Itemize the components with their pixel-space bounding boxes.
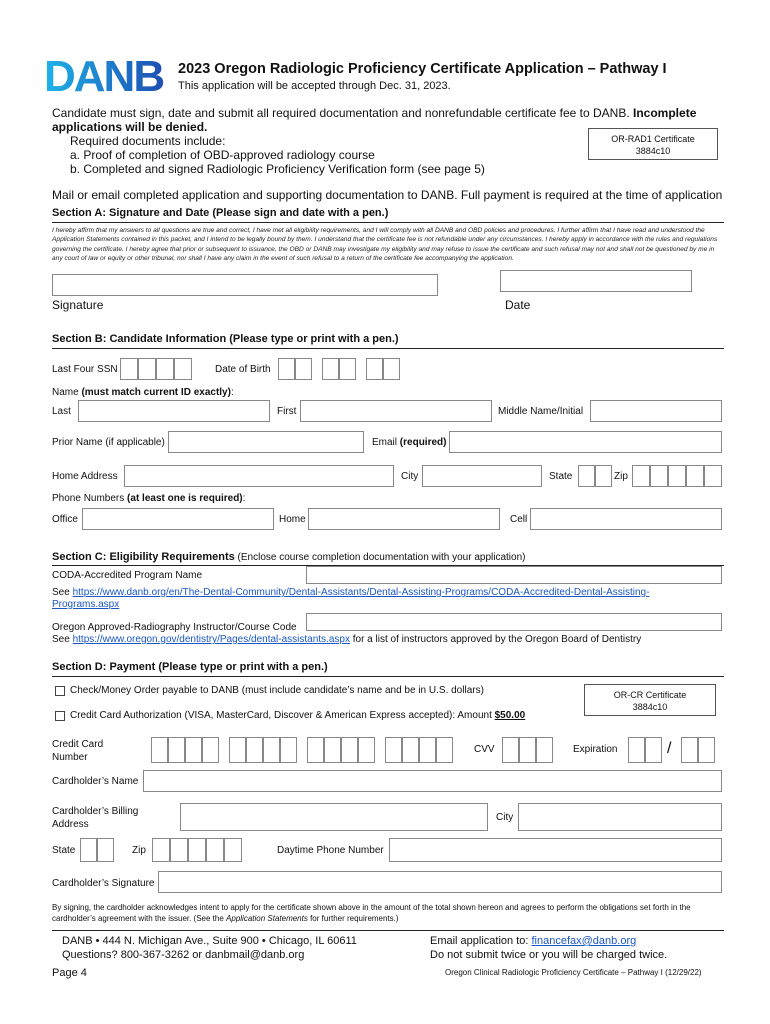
coda-program-label: CODA-Accredited Program Name — [52, 570, 203, 581]
card-number-digit-8[interactable] — [280, 737, 297, 763]
zip-digit-5[interactable] — [704, 465, 722, 487]
page-subtitle: This application will be accepted through Dec. 31, 2023. — [178, 80, 451, 92]
intro-line1: Candidate must sign, date and submit all required documentation and nonrefundable certificate fee to DANB. Incomplete — [52, 106, 697, 120]
exp-month-2[interactable] — [645, 737, 662, 763]
payment-cert-name: OR-CR Certificate — [613, 690, 687, 700]
svg-text:DANB: DANB — [44, 55, 164, 97]
state-char-2[interactable] — [595, 465, 612, 487]
required-item-b: b. Completed and signed Radiologic Proficiency Verification form (see page 5) — [70, 162, 485, 176]
coda-program-input[interactable] — [306, 566, 722, 584]
card-number-digit-7[interactable] — [263, 737, 280, 763]
daytime-phone-input[interactable] — [389, 838, 722, 862]
coda-programs-link[interactable]: https://www.danb.org/en/The-Dental-Community/Dental-Assistants/Dental-Assisting-Programs/CODA-Accredited-Dental-Assisting- — [72, 587, 650, 598]
dob-month-1[interactable] — [278, 358, 295, 380]
divider — [52, 930, 724, 931]
card-number-label: Credit Card Number — [52, 739, 104, 763]
office-phone-label: Office — [52, 514, 78, 525]
home-phone-input[interactable] — [308, 508, 500, 530]
card-number-digit-12[interactable] — [358, 737, 375, 763]
home-phone-label: Home — [279, 514, 306, 525]
exp-year-2[interactable] — [698, 737, 715, 763]
form-footer-id: Oregon Clinical Radiologic Proficiency Certificate – Pathway I (12/29/22) — [445, 968, 702, 977]
section-b-title: Section B: Candidate Information (Please type or print with a pen.) — [52, 333, 399, 345]
card-number-digit-14[interactable] — [402, 737, 419, 763]
card-number-digit-13[interactable] — [385, 737, 402, 763]
cardholder-name-input[interactable] — [143, 770, 722, 792]
card-number-digit-9[interactable] — [307, 737, 324, 763]
phone-instruction: Phone Numbers (at least one is required): — [52, 493, 246, 504]
credit-card-label: Credit Card Authorization (VISA, MasterCard, Discover & American Express accepted): Amount $50.00 — [70, 710, 526, 721]
coda-programs-link-cont[interactable]: Programs.aspx — [52, 599, 120, 610]
last-name-label: Last — [52, 406, 71, 417]
page-number: Page 4 — [52, 967, 87, 979]
required-heading: Required documents include: — [70, 134, 226, 148]
footer-address: DANB • 444 N. Michigan Ave., Suite 900 • Chicago, IL 60611 — [62, 935, 357, 947]
middle-name-label: Middle Name/Initial — [498, 406, 584, 417]
divider — [52, 676, 724, 677]
home-address-label: Home Address — [52, 471, 118, 482]
billing-zip-digit-5[interactable] — [224, 838, 242, 862]
signature-field[interactable] — [52, 274, 438, 296]
dob-year-2[interactable] — [383, 358, 400, 380]
card-number-digit-6[interactable] — [246, 737, 263, 763]
zip-digit-4[interactable] — [686, 465, 704, 487]
email-label: Email (required) — [372, 437, 447, 448]
billing-address-input[interactable] — [180, 803, 488, 831]
instructor-course-label: Oregon Approved-Radiography Instructor/Course Code — [52, 622, 297, 633]
danb-logo-graphic — [44, 55, 170, 97]
first-name-label: First — [277, 406, 297, 417]
cvv-digit-3[interactable] — [536, 737, 553, 763]
card-number-digit-1[interactable] — [151, 737, 168, 763]
payment-cert-box — [584, 684, 716, 716]
card-number-digit-3[interactable] — [185, 737, 202, 763]
check-money-order-label: Check/Money Order payable to DANB (must include candidate’s name and be in U.S. dollars) — [70, 685, 484, 696]
billing-zip-digit-1[interactable] — [152, 838, 170, 862]
date-label: Date — [505, 298, 531, 312]
ssn-digit-2[interactable] — [138, 358, 156, 380]
date-field[interactable] — [500, 270, 692, 292]
payment-cert-number: 3884c10 — [632, 702, 668, 712]
last-name-input[interactable] — [78, 400, 270, 422]
billing-state-label: State — [52, 845, 76, 856]
dob-month-2[interactable] — [295, 358, 312, 380]
cvv-digit-1[interactable] — [502, 737, 519, 763]
expiration-label: Expiration — [573, 744, 618, 755]
home-address-input[interactable] — [124, 465, 394, 487]
exp-year-1[interactable] — [681, 737, 698, 763]
dob-day-2[interactable] — [339, 358, 356, 380]
billing-zip-digit-2[interactable] — [170, 838, 188, 862]
city-input[interactable] — [422, 465, 542, 487]
section-a-title: Section A: Signature and Date (Please sign and date with a pen.) — [52, 207, 389, 219]
coda-link-text: See https://www.danb.org/en/The-Dental-Community/Dental-Assistants/Dental-Assisting-Programs/CODA-Accredited-Dental-Assisting- Programs.aspx — [52, 587, 650, 610]
dob-label: Date of Birth — [215, 364, 271, 375]
signature-label: Signature — [52, 298, 104, 312]
card-number-digit-5[interactable] — [229, 737, 246, 763]
cardholder-name-label: Cardholder’s Name — [52, 776, 139, 787]
card-number-digit-10[interactable] — [324, 737, 341, 763]
state-char-1[interactable] — [578, 465, 595, 487]
billing-city-label: City — [496, 812, 514, 823]
instructor-course-input[interactable] — [306, 613, 722, 631]
required-item-a: a. Proof of completion of OBD-approved radiology course — [70, 148, 375, 162]
name-instruction: Name (must match current ID exactly): — [52, 387, 234, 398]
billing-city-input[interactable] — [518, 803, 722, 831]
zip-digit-2[interactable] — [650, 465, 668, 487]
daytime-phone-label: Daytime Phone Number — [277, 845, 384, 856]
cvv-digit-2[interactable] — [519, 737, 536, 763]
cardholder-note: By signing, the cardholder acknowledges intent to apply for the certificate shown above in the amount of the total shown hereon and agrees to perform the obligations set forth in the cardholder’s agreement with the issuer. (See the Application Statements for further requirements.) — [52, 903, 691, 923]
finance-email-link[interactable]: financefax@danb.org — [531, 935, 637, 947]
billing-zip-digit-3[interactable] — [188, 838, 206, 862]
dob-day-1[interactable] — [322, 358, 339, 380]
billing-state-char-2[interactable] — [97, 838, 114, 862]
first-name-input[interactable] — [300, 400, 492, 422]
check-money-order-checkbox[interactable] — [55, 686, 65, 696]
cardholder-signature-label: Cardholder’s Signature — [52, 878, 155, 889]
prior-name-label: Prior Name (if applicable) — [52, 437, 165, 448]
city-label: City — [401, 471, 419, 482]
card-number-digit-16[interactable] — [436, 737, 453, 763]
state-label: State — [549, 471, 573, 482]
ssn-label: Last Four SSN — [52, 364, 118, 375]
mail-instructions: Mail or email completed application and supporting documentation to DANB. Full payment is required at the time of application — [52, 188, 723, 202]
card-number-digit-2[interactable] — [168, 737, 185, 763]
cell-phone-label: Cell — [510, 514, 528, 525]
zip-digit-3[interactable] — [668, 465, 686, 487]
exp-month-1[interactable] — [628, 737, 645, 763]
billing-state-char-1[interactable] — [80, 838, 97, 862]
zip-label: Zip — [614, 471, 628, 482]
affirmation-text: I hereby affirm that my answers to all questions are true and correct, I have met all eligibility requirements, and I will comply with all DANB and OBD policies and procedures. I further affirm that I have read and understood the Application Statements contained in this packet, and I intend to be legally bound by them. I understand that the certificate fee is not refundable under any circumstances. I hereby apply in accordance with the rules and regulations governing the certificate. I hereby agree that prior or subsequent to issuance, the OBD or DANB may investigate my eligibility and may refuse to issue the certificate and such refusal may not and shall not be questioned by me in any court of law or equity or other tribunal, nor shall I have any claim in the event of such refusal to a return of the certificate fee accompanying the application. — [52, 227, 718, 262]
footer-email-line: Email application to: financefax@danb.org — [430, 935, 637, 947]
danb-logo — [44, 55, 170, 97]
ssn-digit-4[interactable] — [174, 358, 192, 380]
prior-name-input[interactable] — [168, 431, 364, 453]
dob-year-1[interactable] — [366, 358, 383, 380]
footer-warning: Do not submit twice or you will be charged twice. — [430, 949, 668, 961]
section-d-title: Section D: Payment (Please type or print with a pen.) — [52, 661, 328, 673]
divider — [52, 348, 724, 349]
billing-address-label: Cardholder’s Billing Address — [52, 806, 139, 830]
card-number-digit-15[interactable] — [419, 737, 436, 763]
email-input[interactable] — [449, 431, 722, 453]
cert-code-name: OR-RAD1 Certificate — [611, 134, 695, 144]
cert-code-number: 3884c10 — [635, 146, 671, 156]
zip-digit-1[interactable] — [632, 465, 650, 487]
expiration-slash: / — [667, 740, 672, 757]
credit-card-checkbox[interactable] — [55, 711, 65, 721]
footer-questions: Questions? 800-367-3262 or danbmail@danb.org — [62, 949, 305, 961]
cardholder-signature-input[interactable] — [158, 871, 722, 893]
oregon-instructors-link[interactable]: https://www.oregon.gov/dentistry/Pages/dental-assistants.aspx — [72, 634, 350, 645]
card-number-digit-11[interactable] — [341, 737, 358, 763]
page-title: 2023 Oregon Radiologic Proficiency Certificate Application – Pathway I — [178, 61, 667, 77]
billing-zip-label: Zip — [132, 845, 146, 856]
ssn-digit-3[interactable] — [156, 358, 174, 380]
cert-code-box — [588, 128, 718, 160]
section-c-title: Section C: Eligibility Requirements (Enclose course completion documentation with your application) — [52, 551, 526, 563]
billing-zip-digit-4[interactable] — [206, 838, 224, 862]
cell-phone-input[interactable] — [530, 508, 722, 530]
cvv-label: CVV — [474, 744, 495, 755]
intro-line2: applications will be denied. — [52, 120, 208, 134]
card-number-digit-4[interactable] — [202, 737, 219, 763]
ssn-digit-1[interactable] — [120, 358, 138, 380]
oregon-link-text: See https://www.oregon.gov/dentistry/Pages/dental-assistants.aspx for a list of instructors approved by the Oregon Board of Dentistry — [52, 634, 642, 645]
office-phone-input[interactable] — [82, 508, 274, 530]
divider — [52, 222, 724, 223]
middle-name-input[interactable] — [590, 400, 722, 422]
